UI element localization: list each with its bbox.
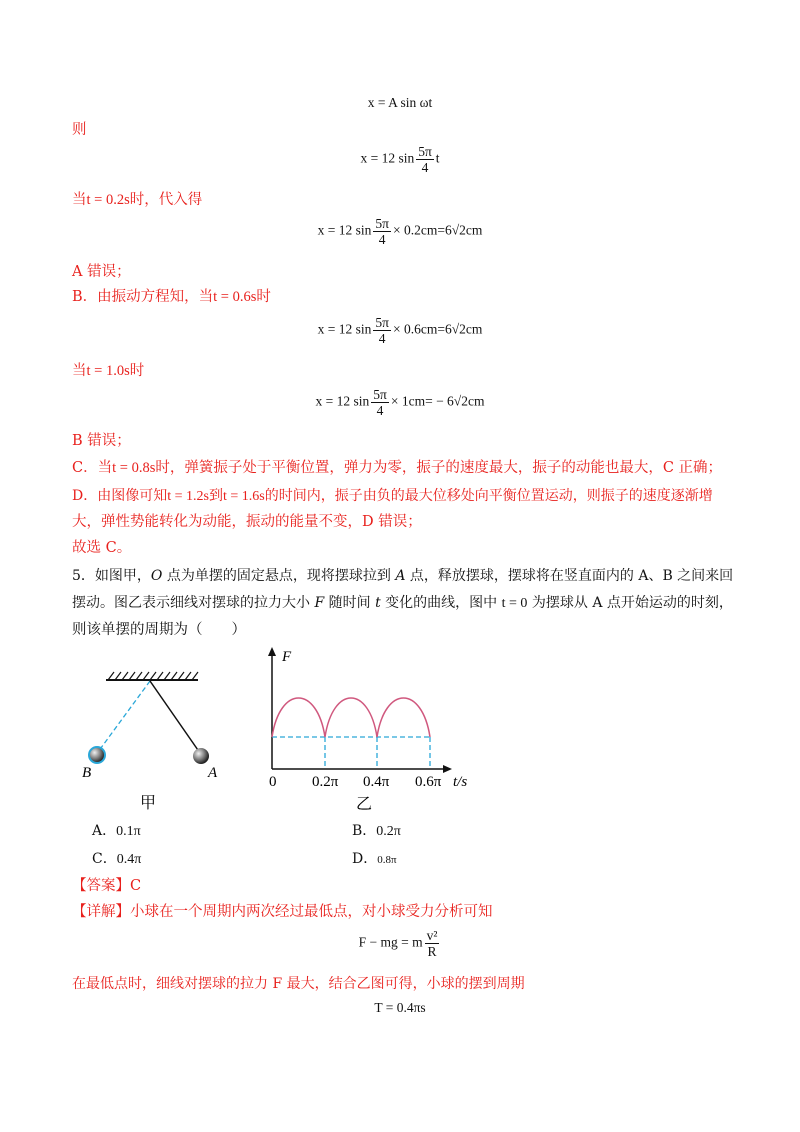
- math-expr: t = 0.2s: [86, 192, 130, 208]
- eq-tail: × 0.6cm=6√2cm: [392, 321, 483, 337]
- option-d[interactable]: [352, 848, 397, 868]
- text-post: 点，释放摆球，摆球将在竖直面内的 A、B 之间来回: [405, 568, 734, 584]
- ball-a: [193, 748, 209, 764]
- var-o: O: [150, 568, 163, 584]
- option-a[interactable]: [92, 820, 141, 840]
- text-choose: 故选 C。: [72, 540, 132, 556]
- eq-num: 5π: [375, 216, 389, 231]
- answer-value: C: [130, 878, 142, 894]
- option-b[interactable]: [352, 820, 401, 840]
- equation-substituted: [0, 144, 800, 175]
- text-b-wrong: B 错误；: [72, 433, 131, 449]
- ceiling-hatch: [108, 672, 198, 680]
- equation-t02: [0, 216, 800, 247]
- text-pre: 当: [72, 363, 87, 379]
- ball-b: [89, 747, 105, 763]
- origin-label: 0: [269, 774, 277, 790]
- eq-den: 4: [376, 403, 384, 418]
- eq-den: 4: [378, 331, 386, 346]
- eq-lhs: x = 12 sin: [360, 150, 415, 166]
- math-expr1: t = 1.2s: [167, 489, 209, 504]
- var-a: A: [395, 568, 406, 584]
- y-label: F: [282, 649, 292, 665]
- text-pre: 摆动。图乙表示细线对摆球的拉力大小: [72, 595, 315, 611]
- q5-line1: [72, 566, 733, 586]
- eq-num: 5π: [373, 387, 387, 402]
- force-curve: [272, 698, 430, 737]
- answer-tag: 【答案】: [72, 878, 130, 894]
- text-mid: 随时间: [324, 595, 376, 611]
- math-expr: t = 0: [501, 596, 528, 611]
- equation-t10: [0, 387, 800, 418]
- var-t: t: [375, 595, 381, 611]
- equation-force: [0, 928, 800, 959]
- eq-lhs: x = 12 sin: [315, 393, 370, 409]
- text-pre: 当: [72, 192, 87, 208]
- eq-den: 4: [378, 232, 386, 247]
- math-expr: t = 1.0s: [86, 363, 130, 379]
- option-c[interactable]: [92, 848, 141, 868]
- eq-tail: × 0.2cm=6√2cm: [392, 222, 483, 238]
- text-d-line2: 大，弹性势能转化为动能，振动的能量不变，D 错误；: [72, 514, 422, 530]
- option-letter: B．: [352, 823, 377, 839]
- eq-num: 5π: [418, 144, 432, 159]
- text-c: [72, 458, 722, 478]
- text-mid: 到: [208, 488, 223, 504]
- eq-tail: × 1cm= − 6√2cm: [390, 393, 485, 409]
- option-letter: A．: [92, 823, 117, 839]
- detail-line: [72, 902, 493, 922]
- text-pre: D．由图像可知: [72, 488, 168, 504]
- math-expr2: t = 1.6s: [222, 489, 265, 504]
- var-f: F: [314, 595, 325, 611]
- x-label: t/s: [453, 774, 468, 790]
- figure-yi-graph: [255, 645, 495, 815]
- tick-label-3: 0.6π: [415, 774, 442, 790]
- x-axis-arrow: [443, 765, 452, 773]
- text-then: 则: [72, 122, 87, 138]
- option-value: 0.1π: [116, 824, 141, 839]
- caption-yi: 乙: [356, 796, 373, 813]
- text-d-line1: [72, 486, 713, 507]
- eq-lhs: x = 12 sin: [317, 222, 372, 238]
- text-post: 时: [256, 289, 271, 305]
- y-axis-arrow: [268, 647, 276, 656]
- equation-general: x = A sin ωt: [367, 95, 433, 110]
- option-letter: C．: [92, 851, 117, 867]
- eq-num: 5π: [375, 315, 389, 330]
- eq-num: v²: [426, 928, 438, 943]
- caption-jia: 甲: [140, 795, 157, 812]
- text-pre: B．由振动方程知，当: [72, 289, 214, 305]
- string-to-b: [98, 681, 150, 752]
- eq-tail: t: [435, 150, 440, 166]
- eq-den: R: [427, 944, 437, 959]
- text-b: [72, 287, 271, 307]
- label-b: B: [82, 765, 92, 781]
- text-post: 的时间内，振子由负的最大位移处向平衡位置运动，则振子的速度逐渐增: [264, 488, 713, 504]
- eq-den: 4: [421, 160, 429, 175]
- figure-jia-pendulum: [70, 660, 240, 815]
- text-t02: [72, 190, 202, 210]
- text-post: 时，弹簧振子处于平衡位置，弹力为零，振子的速度最大，振子的动能也最大，C 正确；: [155, 460, 723, 476]
- q5-line3: 则该单摆的周期为（ ）: [72, 622, 246, 638]
- option-value: 0.4π: [116, 852, 142, 867]
- text-pre: C．当: [72, 460, 113, 476]
- string-to-a: [150, 681, 200, 753]
- text-post: 为摆球从 A 点开始运动的时刻，: [527, 595, 733, 611]
- text-t10: [72, 361, 144, 381]
- equation-period: T = 0.4πs: [374, 1000, 426, 1015]
- option-letter: D．: [352, 851, 378, 867]
- text-a-wrong: A 错误；: [72, 264, 131, 280]
- eq-lhs: F − mg = m: [358, 934, 423, 950]
- tick-label-2: 0.4π: [363, 774, 390, 790]
- text-post: 时，代入得: [129, 192, 203, 208]
- math-expr: t = 0.6s: [213, 289, 257, 305]
- text-mid: 点为单摆的固定悬点，现将摆球拉到: [162, 568, 396, 584]
- text-post: 时: [129, 363, 145, 379]
- eq-lhs: x = 12 sin: [317, 321, 372, 337]
- detail-tag: 【详解】: [72, 904, 130, 920]
- math-expr: t = 0.8s: [112, 460, 156, 476]
- option-value: 0.8π: [377, 854, 397, 866]
- text-lowest-point: 在最低点时，细线对摆球的拉力 F 最大，结合乙图可得，小球的摆到周期: [72, 976, 525, 992]
- text-pre: 5．如图甲，: [72, 568, 151, 584]
- tick-label-1: 0.2π: [312, 774, 339, 790]
- label-a: A: [208, 765, 218, 781]
- text-mid2: 变化的曲线，图中: [380, 595, 502, 611]
- equation-t06: [0, 315, 800, 346]
- detail-text: 小球在一个周期内两次经过最低点，对小球受力分析可知: [130, 904, 493, 920]
- option-value: 0.2π: [376, 824, 401, 839]
- answer-line: [72, 876, 141, 896]
- q5-line2: [72, 593, 733, 614]
